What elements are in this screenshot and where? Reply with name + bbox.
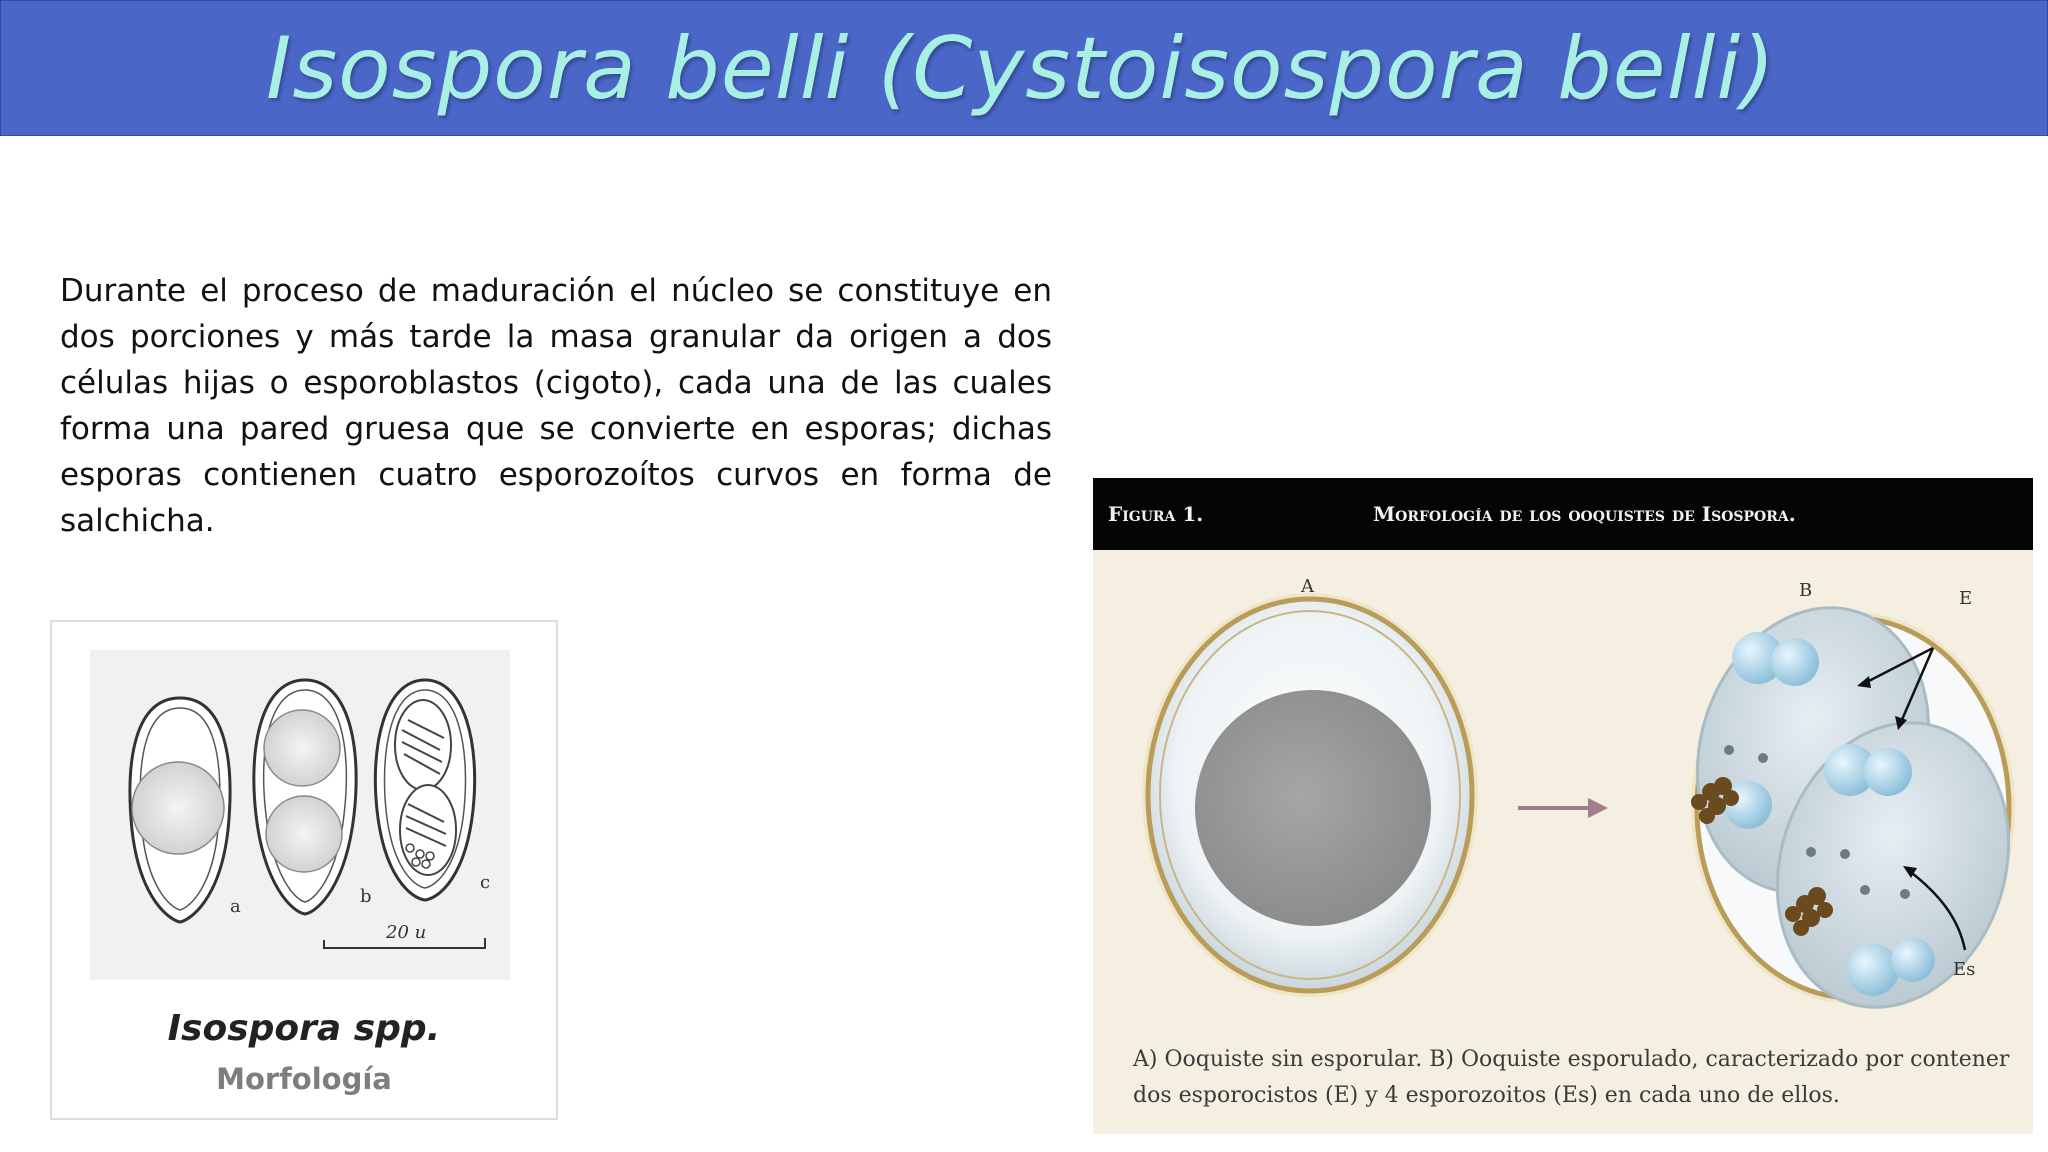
figure-title: Morfología de los ooquistes de Isospora.: [1373, 502, 1796, 526]
oocyst-B: [1662, 577, 2033, 1037]
figure-caption: A) Ooquiste sin esporular. B) Ooquiste esporulado, caracterizado por contener dos esporocistos (E) y 4 esporozoitos (Es) en cada uno de ellos.: [1133, 1047, 2010, 1108]
label-a: a: [230, 896, 241, 917]
figure-subtitle: Morfología: [216, 1062, 392, 1096]
label-b: b: [360, 886, 372, 907]
figure-name: Isospora spp.: [167, 1008, 441, 1049]
oocyst-comparison-drawing: [1093, 550, 2033, 1040]
label-E: E: [1959, 588, 1973, 609]
label-c: c: [480, 872, 491, 893]
label-Es: Es: [1953, 959, 1976, 980]
title-bar: [0, 0, 2048, 136]
label-B: B: [1799, 580, 1813, 601]
oocyst-A: [1142, 576, 1478, 997]
body-paragraph: Durante el proceso de maduración el núcleo se constituye en dos porciones y más tarde la masa granular da origen a dos células hijas o esporoblastos (cigoto), cada una de las cuales forma una pared gruesa que se convierte en esporas; dichas esporas contienen cuatro esporozoítos curvos en forma de salchicha.: [60, 273, 1052, 539]
figure-number: Figura 1.: [1108, 502, 1204, 526]
slide-title: Isospora belli (Cystoisospora belli): [266, 19, 1776, 119]
oocyst-stages-drawing: [80, 650, 530, 1000]
transition-arrow: [1518, 798, 1608, 818]
figure-header: [1093, 478, 2033, 550]
label-A: A: [1301, 576, 1314, 597]
scale-label: 20 u: [386, 922, 427, 943]
isospora-morphology-figure: [50, 620, 558, 1120]
oocyst-illustration-figure: [1093, 478, 2033, 1134]
